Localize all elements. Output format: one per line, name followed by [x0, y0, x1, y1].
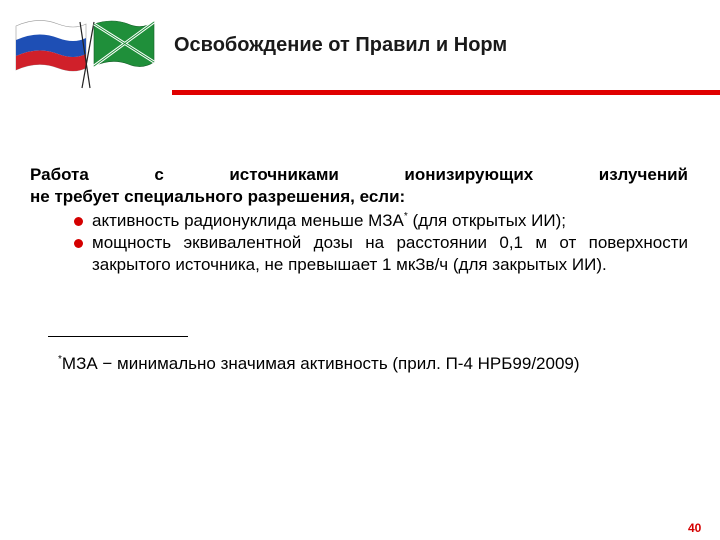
page-title: Освобождение от Правил и Норм: [174, 34, 508, 56]
footnote-separator: [48, 336, 188, 337]
footnote-marker: *: [58, 354, 62, 365]
list-item: [30, 210, 688, 232]
page-number: 40: [688, 521, 702, 535]
navy-green-flag-icon: [94, 21, 154, 67]
list-item-text: мощность эквивалентной дозы на расстоянии 0,1 м от поверхности закрытого источника, не превышает 1 мкЗв/ч (для закрытых ИИ).: [92, 233, 688, 274]
bullet-dot-icon: [74, 217, 83, 226]
lead-text-line1: Работа с источниками ионизирующих излучений: [30, 165, 688, 184]
footnote: [58, 354, 580, 374]
footnote-text: МЗА − минимально значимая активность (прил. П-4 НРБ99/2009): [61, 354, 580, 373]
title-underline: [172, 90, 720, 95]
list-item-text-tail: (для открытых ИИ);: [407, 211, 566, 230]
flags-emblem: [8, 10, 158, 90]
footnote-marker: *: [403, 211, 408, 222]
condition-list: [30, 210, 688, 276]
main-content: [30, 164, 688, 276]
bullet-dot-icon: [74, 239, 83, 248]
lead-text-line2: не требует специального разрешения, если:: [30, 187, 406, 206]
list-item: [30, 232, 688, 276]
russia-flag-icon: [16, 20, 86, 71]
list-item-text: активность радионуклида меньше МЗА: [92, 211, 404, 230]
